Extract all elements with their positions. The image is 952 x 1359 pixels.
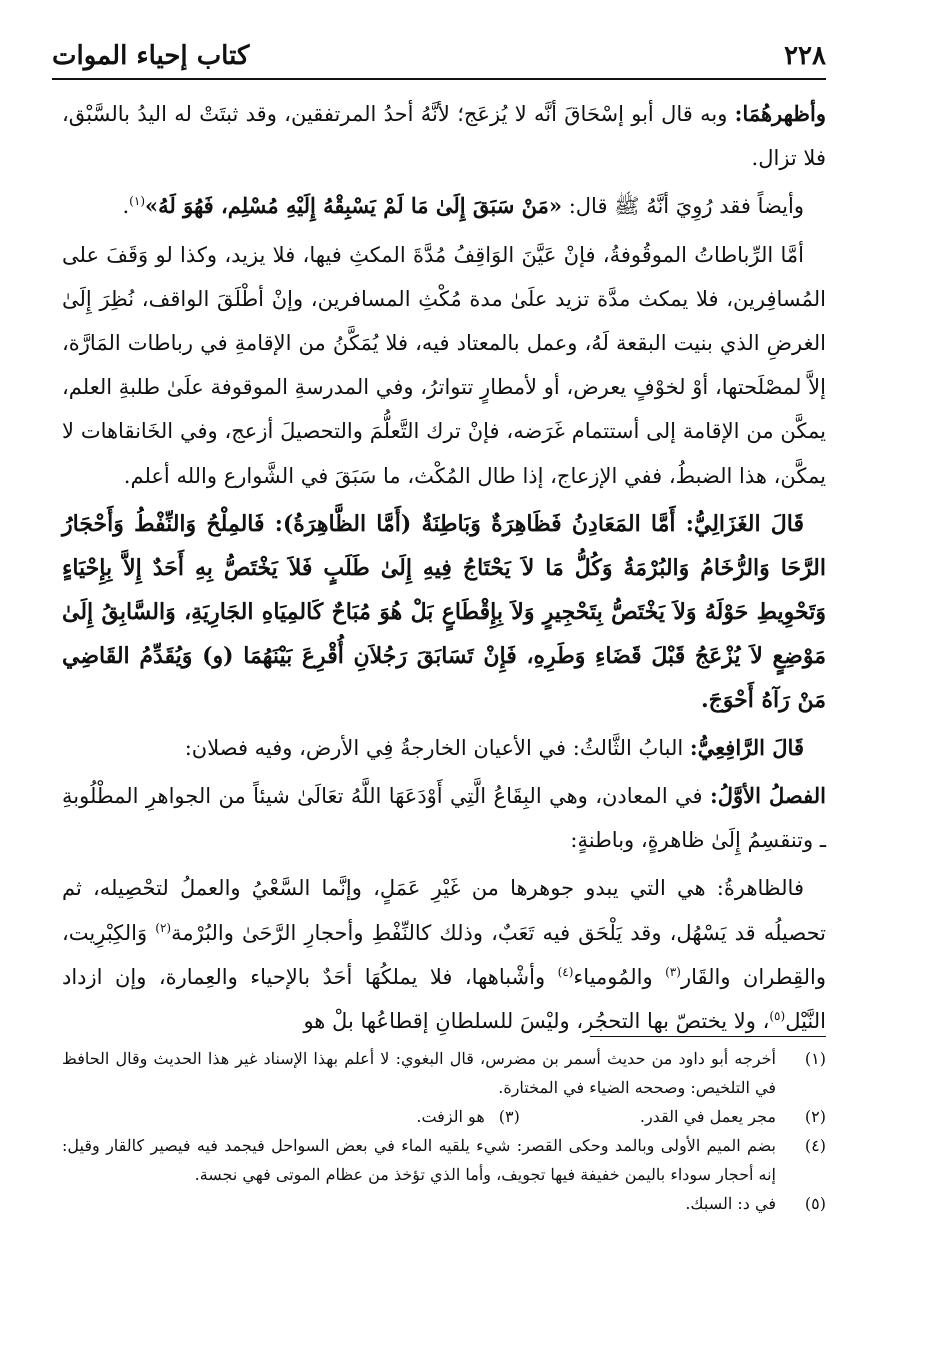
paragraph: وأظهرهُمَا: وبه قال أبو إسْحَاقَ أنَّه لا يُزعَج؛ لأنَّهُ أحدُ المرتفقين، وقد ثبتَتْ له اليدُ بالسَّبْق، فلا تزال. [62, 101, 826, 171]
footnote-number: (٥) [804, 1194, 826, 1213]
footnote [416, 1102, 519, 1131]
footnote-text: في د: السبك. [685, 1194, 776, 1213]
paragraph: قَالَ الرَّافِعِيُّ: البابُ الثَّالثُ: في الأعيان الخارجةُ فِي الأرض، وفيه فصلان: [184, 734, 804, 760]
hadith-quote: «مَنْ سَبَقَ إِلَىٰ مَا لَمْ يَسْبِقْهُ إِلَيْهِ مُسْلِم، فَهُوَ لَهُ» [145, 193, 563, 219]
footnote-number: (٤) [804, 1136, 826, 1155]
footnote-rule [590, 1036, 826, 1037]
paragraph: أمَّا الرِّباطاتُ الموقُوفةُ، فإنْ عَيَّنَ الوَاقِفُ مُدَّةَ المكثِ فيها، فلا يزيد، وكذا لو وَقَفَ على المُسافِرين، فلا يمكث مدَّة تزيد علَىٰ مدة مُكْثِ المسافرين، وإنْ أطْلَقَ الواقف، نُظِرَ إِلَىٰ الغرضِ الذي بنيت البقعة لَهُ، وعمل بالمعتاد فيه، فلا يُمَكَّنُ من الإقامةِ في رباطات المَارَّة، إلاَّ لمصْلَحتها، أوْ لخوْفٍ يعرض، أو لأمطارٍ تتواترُ، وفي المدرسةِ الموقوفة علَىٰ طلبةِ العلم، يمكَّن من الإقامة إلى أستتمام غَرَضه، فإنْ ترك التَّعلُّمَ والتحصيلَ أزعج، وفي الخَانقاهات لا يمكَّن، هذا الضبطُ، ففي الإزعاج، إذا طال المُكْث، ما سَبَقَ في الشَّوارع والله أعلم. [62, 242, 826, 488]
footnote-ref: (١) [129, 194, 145, 209]
paragraph: وأيضاً فقد رُوِيَ أنَّهُ ﷺ قال: «مَنْ سَبَقَ إِلَىٰ مَا لَمْ يَسْبِقْهُ إِلَيْهِ مُسْلِم، فَهُوَ لَهُ»$^{(١)}$. [122, 193, 804, 219]
footnote-ref: (٤) [557, 964, 574, 979]
header-rule [52, 78, 826, 80]
footnote-text: بضم الميم الأولى وبالمد وحكى القصر: شيء يلقيه الماء في بعض السواحل فيجمد فيه فيصير كالقار وقيل: إنه أحجار سوداء باليمن خفيفة فيها تجويف، وأما الذي تؤخذ من عظام الموتى فهي نجسة. [62, 1136, 776, 1184]
footnote-number: (٢) [804, 1107, 826, 1126]
footnote [62, 1131, 826, 1189]
paragraph-ghazali: قَالَ الغَزَالِيُّ: أَمَّا المَعَادِنُ فَظَاهِرَةٌ وَبَاطِنَةٌ (أَمَّا الظَّاهِرَةُ): فَالمِلْحُ وَالنِّفْطُ وَأَحْجَارُ الرَّحَا وَالرُّخَامُ وَالبُرْمَةُ وَكُلُّ مَا لاَ يَحْتَاجُ فِيهِ إِلَىٰ طَلَبٍ فَلاَ يَخْتَصُّ بِهِ أَحَدٌ إِلاَّ بِإِحْيَاءٍ وَتَحْوِيطِ حَوْلَهُ وَلاَ يَخْتَصُّ بِتَحْجِيرٍ وَلاَ بِإِقْطَاعٍ بَلْ هُوَ مُبَاحٌ كَالمِيَاهِ الجَارِيَةِ، وَالسَّابِقُ إِلَىٰ مَوْضِعٍ لاَ يُزْعَجُ قَبْلَ قَضَاءِ وَطَرِهِ، فَإِنْ تَسَابَقَ رَجُلاَنِ أُقْرِعَ بَيْنَهُمَا (و) وَيُقَدِّمُ القَاضِي مَنْ رَآهُ أَحْوَجَ. [62, 510, 826, 713]
footnote-row [62, 1102, 826, 1131]
page-header [52, 36, 826, 76]
footnotes [62, 1044, 826, 1218]
paragraph: فالظاهرةُ: هي التي يبدو جوهرها من غَيْرِ عَمَلٍ، وإنَّما السَّعْيُ والعملُ لتحْصِيله، ثم تحصيلُه قد يَسْهُل، وقد يَلْحَق فيه تَعَبٌ، وذلك كالنِّفْطِ وأحجارِ الرَّحَىٰ والبُرْمة$^{(٢)}$ وَالكِبْرِيت، والقِطران والقَار$^{(٣)}$ والمُومياء$^{(٤)}$ وأشْباهها، فلا يملكُهَا أحَدٌ بالإحياء والعِمارة، وإن ازداد النَّيْل$^{(٥)}$، ولا يختصّ بها التحجُر، وليْسَ للسلطانِ إقطاعُها بلْ هو [62, 876, 826, 1034]
page-number: ٢٢٨ [784, 41, 826, 71]
footnote-number: (٣) [498, 1107, 520, 1126]
footnote-number: (١) [804, 1049, 826, 1068]
footnote [640, 1102, 826, 1131]
footnote-ref: (٣) [665, 964, 681, 979]
footnote-text: مجر يعمل في القدر. [639, 1107, 776, 1126]
main-text [62, 92, 826, 1047]
footnote [62, 1189, 826, 1218]
paragraph-lead: قَالَ الغَزَالِيُّ: [685, 510, 804, 537]
running-title: كتاب إحياء الموات [52, 41, 250, 71]
paragraph-lead: قَالَ الرَّافِعِيُّ: [689, 734, 804, 760]
footnote-ref: (٢) [155, 920, 172, 935]
footnote-text: هو الزفت. [416, 1107, 485, 1126]
footnote-ref: (٥) [769, 1009, 786, 1024]
paragraph-lead: وأظهرهُمَا: [734, 101, 826, 126]
footnote [62, 1044, 826, 1102]
paragraph-lead: الفصلُ الأوَّلُ: [710, 783, 826, 809]
paragraph: الفصلُ الأوَّلُ: في المعادن، وهي البِقَاعُ الَّتِي أَوْدَعَهَا اللَّهُ تعَالَىٰ شيئاً من الجواهرِ المطْلُوبةِ ـ وتنقسِمُ إِلَىٰ ظاهرةٍ، وباطنةٍ: [62, 783, 826, 853]
footnote-text: أخرجه أبو داود من حديث أسمر بن مضرس، قال البغوي: لا أعلم بهذا الإسناد غير هذا الحديث وقال الحافظ في التلخيص: وصححه الضياء في المختارة. [62, 1049, 776, 1097]
